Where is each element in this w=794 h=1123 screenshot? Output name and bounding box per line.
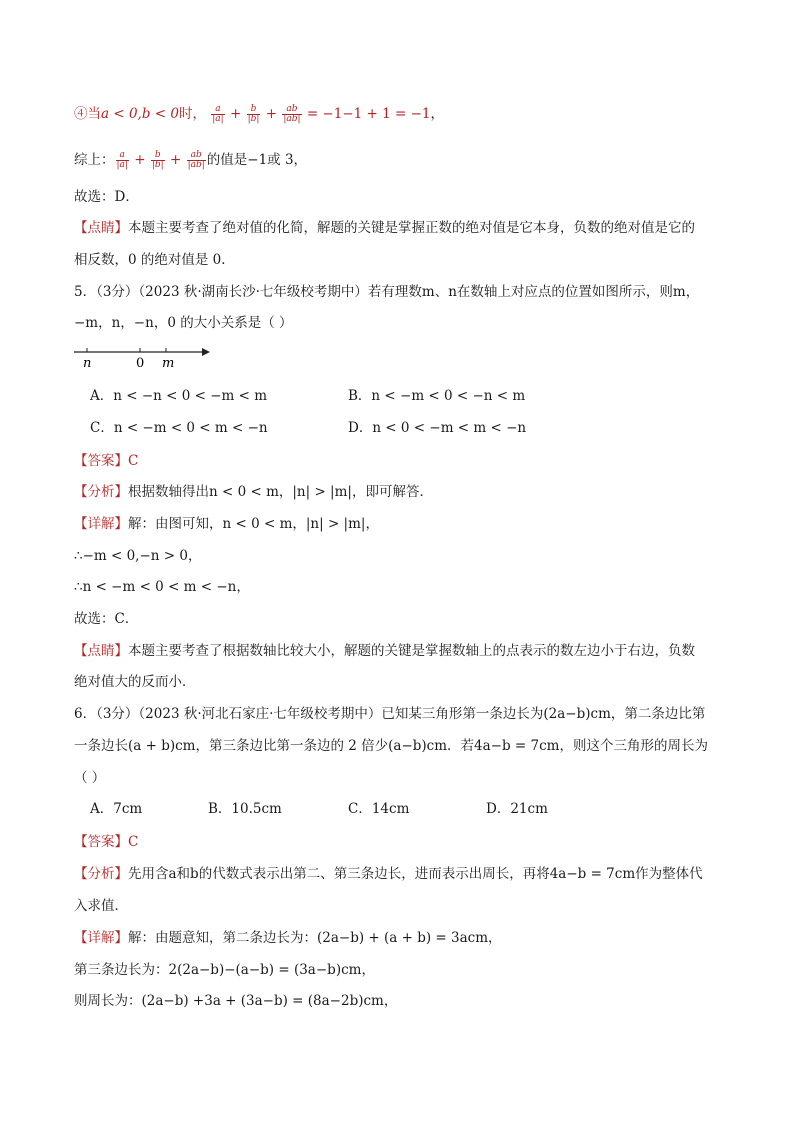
q5-stem-line2: −m，n，−n，0 的大小关系是（ ） bbox=[74, 315, 293, 331]
answer-tag: 【答案】 bbox=[74, 834, 128, 850]
analysis-tag: 【分析】 bbox=[74, 866, 128, 882]
label-zero: 0 bbox=[136, 356, 145, 371]
q6-answer: 【答案】C bbox=[74, 834, 139, 850]
choose-d: 故选：D． bbox=[74, 189, 139, 205]
detail-tag: 【详解】 bbox=[74, 930, 128, 946]
q6-analysis-line1: 【分析】先用含a和b的代数式表示出第二、第三条边长，进而表示出周长，再将4a−b = 7cm作为整体代 bbox=[74, 866, 703, 882]
q5-answer: 【答案】C bbox=[74, 453, 139, 469]
q5-option-a: A．n < −n < 0 < −m < m bbox=[90, 388, 268, 404]
q6-option-d: D．21cm bbox=[486, 801, 548, 817]
q6-stem-line2: 一条边长(a + b)cm，第三条边比第一条边的 2 倍少(a−b)cm．若4a−b = 7cm，则这个三角形的周长为 bbox=[74, 738, 708, 754]
note4-line2: 相反数，0 的绝对值是 0． bbox=[74, 252, 235, 268]
answer-tag: 【答案】 bbox=[74, 453, 128, 469]
q6-option-c: C．14cm bbox=[348, 801, 410, 817]
q6-analysis-line2: 入求值． bbox=[74, 898, 128, 914]
q5-option-b: B．n < −m < 0 < −n < m bbox=[348, 388, 526, 404]
case4-tail: ， bbox=[430, 106, 445, 122]
fraction-b: $\frac{b}{|b|}$ bbox=[247, 104, 260, 124]
q5-step2: ∴n < −m < 0 < m < −n， bbox=[74, 579, 250, 595]
label-n: n bbox=[83, 356, 92, 371]
fraction-b: $\frac{b}{|b|}$ bbox=[151, 150, 164, 170]
case4-result: = −1−1 + 1 = −1 bbox=[302, 106, 431, 122]
number-line-arrow bbox=[202, 348, 210, 356]
q6-stem-line1: 6．（3分）（2023 秋·河北石家庄·七年级校考期中）已知某三角形第一条边长为(2a−b)cm，第二条边比第 bbox=[74, 706, 706, 722]
q6-stem-line3: （ ） bbox=[74, 770, 106, 786]
q5-note-line1: 【点睛】本题主要考查了根据数轴比较大小，解题的关键是掌握数轴上的点表示的数左边小于右边，负数 bbox=[74, 643, 695, 659]
summary-tail: 的值是−1或 3， bbox=[206, 152, 308, 168]
detail-tag: 【详解】 bbox=[74, 516, 128, 532]
q6-option-b: B．10.5cm bbox=[208, 801, 282, 817]
q6-step1: 第三条边长为：2(2a−b)−(a−b) = (3a−b)cm， bbox=[74, 962, 375, 978]
q5-stem-line1: 5．（3分）（2023 秋·湖南长沙·七年级校考期中）若有理数m、n在数轴上对应点的位置如图所示，则m， bbox=[74, 284, 700, 300]
summary-prefix: 综上： bbox=[74, 152, 115, 168]
q5-note-line2: 绝对值大的反而小． bbox=[74, 674, 196, 690]
note-tag: 【点睛】 bbox=[74, 643, 128, 659]
analysis-tag: 【分析】 bbox=[74, 484, 128, 500]
q6-option-a: A．7cm bbox=[90, 801, 143, 817]
fraction-ab: $\frac{ab}{|ab|}$ bbox=[283, 104, 301, 124]
fraction-a: $\frac{a}{|a|}$ bbox=[212, 104, 224, 124]
case4-condition: a < 0,b < 0 bbox=[101, 106, 179, 122]
q5-detail: 【详解】解：由图可知，n < 0 < m，|n| > |m|， bbox=[74, 516, 379, 532]
number-line-figure bbox=[70, 340, 220, 372]
note4-line1: 【点睛】本题主要考查了绝对值的化简，解题的关键是掌握正数的绝对值是它本身，负数的绝对值是它的 bbox=[74, 220, 695, 236]
fraction-ab: $\frac{ab}{|ab|}$ bbox=[187, 150, 205, 170]
q5-option-c: C．n < −m < 0 < m < −n bbox=[90, 420, 268, 436]
note-tag: 【点睛】 bbox=[74, 220, 128, 236]
q6-step2: 则周长为：(2a−b) +3a + (3a−b) = (8a−2b)cm， bbox=[74, 993, 398, 1009]
label-m: m bbox=[162, 356, 175, 371]
q5-option-d: D．n < 0 < −m < m < −n bbox=[348, 420, 527, 436]
case4-line: ④当a < 0,b < 0时， $\frac{a}{|a|}$ + $\frac{b}{|b|}$ + $\frac{ab}{|ab|}$ = −1−1 + 1 = −1， bbox=[74, 104, 445, 124]
q5-analysis: 【分析】根据数轴得出n < 0 < m，|n| > |m|，即可解答． bbox=[74, 484, 433, 500]
q5-choose: 故选：C． bbox=[74, 611, 139, 627]
q5-step1: ∴−m < 0,−n > 0， bbox=[74, 548, 202, 564]
q6-detail: 【详解】解：由题意知，第二条边长为：(2a−b) + (a + b) = 3acm， bbox=[74, 930, 502, 946]
fraction-a: $\frac{a}{|a|}$ bbox=[116, 150, 128, 170]
case4-prefix: ④当 bbox=[74, 106, 101, 122]
case4-when: 时， bbox=[178, 106, 206, 122]
summary-line: 综上： $\frac{a}{|a|}$ + $\frac{b}{|b|}$ + $\frac{ab}{|ab|}$ 的值是−1或 3， bbox=[74, 150, 308, 170]
